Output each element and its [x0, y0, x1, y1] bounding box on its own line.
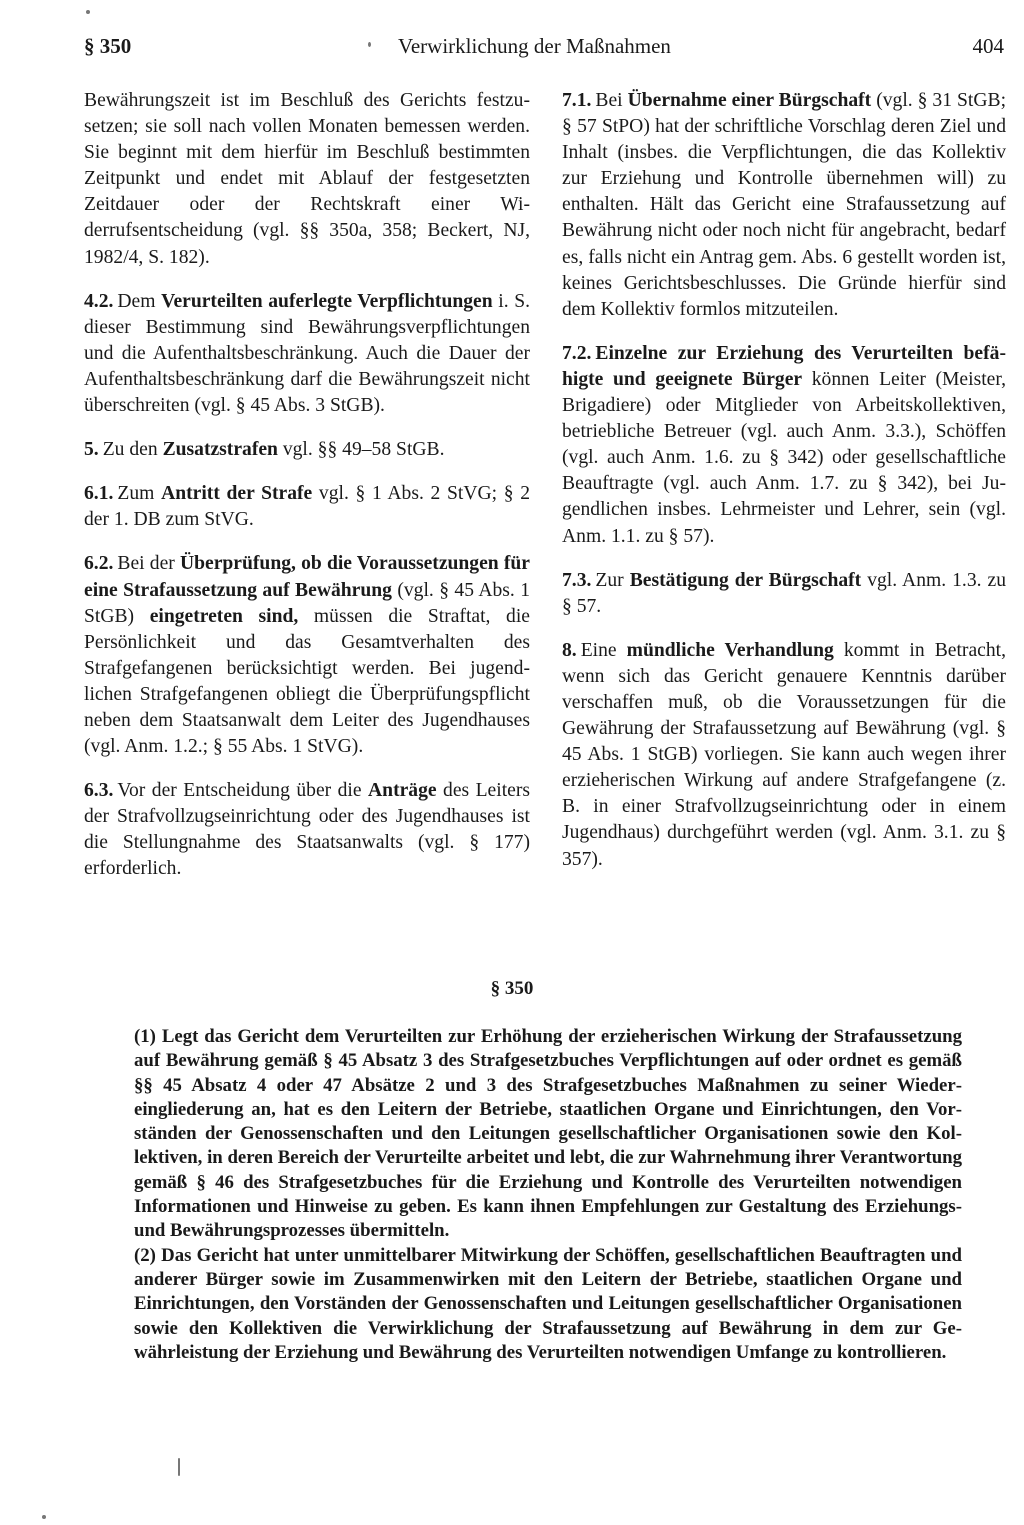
text: des Leiters der Strafvollzugseinrichtung oder des Jugendhauses ist die Stellungnahme des Staatsanwalts (vgl. § 177) erforderlich. — [84, 780, 530, 880]
text: müssen die Straftat, die Persönlichkeit und das Gesamtverhalten des Strafgefangenen berücksichtigt werden. Bei jugendlichen Strafgefangenen obliegt die Überprüfungspflicht neben dem Staatsanwalt dem Leiter des Jugendhauses (vgl. Anm. 1.2.; § 55 Abs. 1 StVG). — [84, 605, 530, 758]
law-text — [134, 1025, 962, 1365]
bold-text: Überprüfung, ob die Voraussetzungen für eine Strafaussetzung auf Bewährung — [84, 553, 530, 601]
annotation-number: 8. — [562, 639, 577, 661]
bold-text: Verurteilten auferlegte Verpflichtungen — [161, 290, 493, 312]
annotation-number: 6.2. — [84, 553, 114, 575]
annotation-number: 7.3. — [562, 569, 592, 591]
text: Bei der — [117, 553, 180, 575]
annotation-paragraph — [84, 289, 530, 419]
law-section-title: § 350 — [490, 978, 534, 999]
annotation-number: 7.1. — [562, 90, 592, 111]
text: Bewährungszeit ist im Beschluß des Gerichts festzusetzen; sie soll nach vollen Monaten bemessen werden. Sie beginnt mit dem hierfür im Beschluß bestimmten Zeitpunkt und endet mit Ablauf der festgesetzten Zeitdauer oder der Rechtskraft einer Widerrufsentscheidung (vgl. §§ 350a, 358; Beckert, NJ, 1982/4, S. 182). — [84, 90, 530, 268]
scan-speck — [368, 42, 371, 47]
scan-speck — [42, 1515, 46, 1519]
annotation-number: 5. — [84, 439, 99, 461]
header-title: Verwirklichung der Maßnahmen — [398, 34, 671, 58]
annotation-number: 4.2. — [84, 290, 114, 312]
text: i. S. dieser Bestimmung sind Bewährungsverpflichtungen und die Aufenthaltsbeschränkung. Auch die Dauer der Aufenthaltsbeschränkung darf die Bewährungszeit nicht überschreiten (vgl. § 45 Abs. 3 StGB). — [84, 290, 531, 417]
text: vgl. Anm. 1.3. zu § 57. — [562, 569, 1006, 617]
page-number: 404 — [972, 34, 1004, 58]
header-section: § 350 — [84, 34, 132, 58]
bold-text: Übernahme einer Bürgschaft — [627, 90, 872, 111]
text: vgl. § 1 Abs. 2 StVG; § 2 der 1. DB zum StVG. — [84, 483, 531, 531]
left-column — [84, 88, 530, 901]
annotation-paragraph — [84, 778, 530, 882]
bold-text: Einzelne zur Erziehung des Verurteilten befähigte und geeignete Bürger — [562, 342, 1006, 390]
bold-text: Bestätigung der Bürgschaft — [629, 569, 862, 591]
text: Bei — [595, 90, 628, 111]
scan-speck — [178, 1458, 180, 1476]
right-column — [562, 88, 1006, 891]
annotation-number: 6.3. — [84, 780, 114, 802]
page-header — [84, 34, 1004, 68]
text: Eine — [580, 639, 627, 661]
text: (vgl. § 45 Abs. 1 StGB) — [84, 579, 530, 627]
text: Zur — [595, 569, 630, 591]
annotation-number: 6.1. — [84, 483, 114, 505]
annotation-paragraph — [562, 568, 1006, 620]
scan-speck — [86, 10, 90, 14]
annotation-paragraph — [562, 638, 1006, 873]
annotation-paragraph — [84, 437, 530, 463]
annotation-number: 7.2. — [562, 342, 592, 364]
text: Vor der Entscheidung über die — [117, 780, 369, 802]
text: (vgl. § 31 StGB; § 57 StPO) hat der schriftliche Vorschlag deren Ziel und Inhalt (insbes. die Verpflichtungen, die das Kollektiv zur Erziehung und Kontrolle übernehmen will) zu enthalten. Hält das Gericht eine Strafaussetzung auf Bewährung nicht oder noch nicht für angebracht, bedarf es, falls nicht ein Antrag gem. Abs. 6 gestellt worden ist, keines Gerichtsbeschlusses. Die Gründe hierfür sind dem Kollektiv formlos mitzuteilen. — [562, 90, 1007, 320]
text: können Leiter (Meister, Brigadiere) oder Mitglieder von Arbeitskollektiven, betriebliche Betreuer (vgl. auch Anm. 3.3.), Schöffen (vgl. auch Anm. 1.6. zu § 342) oder gesellschaftliche Beauftragte (vgl. auch Anm. 1.7. zu § 342), bei Jugendlichen insbes. Lehrmeister und Lehrer, sein (vgl. Anm. 1.1. zu § 57). — [562, 368, 1006, 547]
bold-text: eingetreten sind, — [149, 605, 299, 627]
text: kommt in Betracht, wenn sich das Gericht genauere Kenntnis darüber verschaffen muß, ob die Voraussetzungen für die Gewährung der Strafaussetzung auf Bewährung (vgl. § 45 Abs. 1 StGB) vorliegen. Sie kann auch wegen ihrer erzieherischen Wirkung auf andere Strafgefangene (z. B. in einer Strafvollzugseinrichtung oder in einem Jugendhaus) durchgeführt werden (vgl. Anm. 3.1. zu § 357). — [562, 639, 1006, 870]
annotation-paragraph — [562, 88, 1006, 323]
bold-text: Antritt der Strafe — [161, 483, 313, 505]
text: Dem — [117, 290, 162, 312]
bold-text: Anträge — [368, 780, 437, 802]
law-paragraph: (1) Legt das Gericht dem Verurteilten zur Erhöhung der erzieherischen Wirkung der Strafaussetzung auf Bewährung gemäß § 45 Absatz 3 des Strafgesetzbuches Verpflichtungen auf oder ordnet es gemäß §§ 45 Absatz 4 oder 47 Absätze 2 und 3 des Strafgesetzbuches Maßnahmen zu seiner Wiedereingliederung an, hat es den Leitern der Betriebe, staatlichen Organe und Einrichtungen, den Vorständen der Genossenschaften und den Leitungen gesellschaftlicher Organisationen sowie den Kollektiven, in deren Bereich der Verurteilte arbeitet und lebt, die zur Wahrnehmung ihrer Verantwortung gemäß § 46 des Strafgesetzbuches für die Erziehung und Kontrolle des Verurteilten notwendigen Informationen und Hinweise zu geben. Es kann ihnen Empfehlungen zur Gestaltung des Erziehungs- und Bewährungsprozesses übermitteln. — [134, 1026, 962, 1242]
law-paragraph: (2) Das Gericht hat unter unmittelbarer Mitwirkung der Schöffen, gesellschaftlichen Beauftragten und anderer Bürger sowie im Zusammenwirken mit den Leitern der Betriebe, staatlichen Organe und Einrichtungen, den Vorständen der Genossenschaften und Leitungen gesellschaftlicher Organisationen sowie den Kollektiven die Verwirklichung der Strafaussetzung auf Bewährung in dem zur Gewährleistung der Erziehung und Bewährung des Verurteilten notwendigen Umfange zu kontrollieren. — [134, 1244, 962, 1363]
annotation-paragraph — [84, 551, 530, 760]
bold-text: mündliche Verhandlung — [626, 639, 834, 661]
text: Zum — [117, 483, 162, 505]
text: vgl. §§ 49–58 StGB. — [277, 439, 445, 461]
annotation-paragraph — [562, 341, 1006, 550]
text: Zu den — [102, 439, 163, 461]
annotation-paragraph — [84, 481, 530, 533]
bold-text: Zusatzstrafen — [162, 439, 278, 461]
annotation-paragraph — [84, 88, 530, 271]
